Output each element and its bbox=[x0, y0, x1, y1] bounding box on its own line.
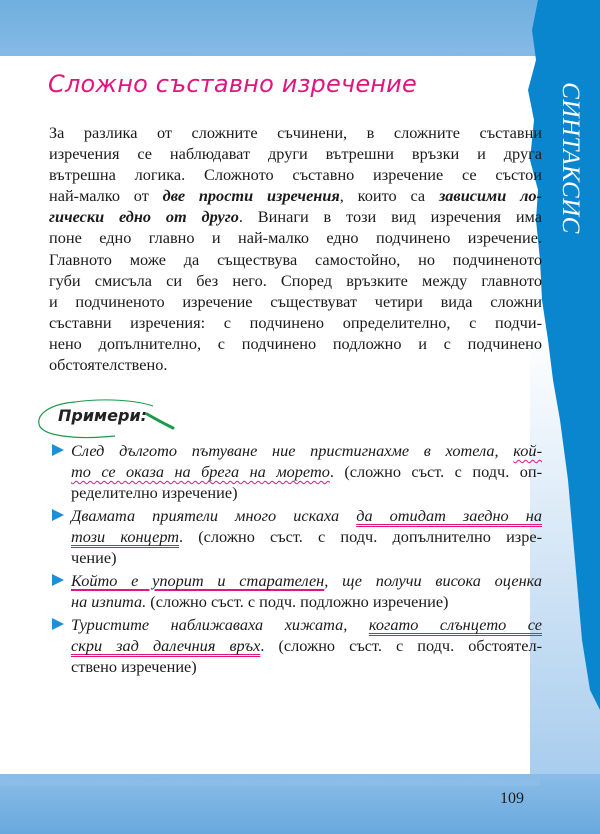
body-line: поне едно главно и най-малко едно подчинено изречение. bbox=[49, 228, 542, 248]
bullet-arrow-icon bbox=[52, 618, 64, 630]
emphasis-term: гически едно от друго bbox=[49, 207, 239, 227]
section-tab-label: СИНТАКСИС bbox=[557, 82, 584, 234]
body-line: нено допълнително, с подчинено подложно и с подчинено bbox=[49, 333, 542, 353]
torn-edge-bottom bbox=[0, 774, 540, 786]
body-line: най-малко от две прости изречения, които са зависими ло- bbox=[49, 186, 542, 206]
body-line: вътрешна логика. Сложното съставно изречение се състои bbox=[49, 165, 542, 185]
body-line: Главното може да съществува самостойно, но подчиненото bbox=[49, 249, 542, 269]
subordinate-clause: когато слънцето се bbox=[368, 615, 542, 634]
subordinate-clause: скри зад далечния връх bbox=[71, 636, 261, 655]
emphasis-term: две прости изречения bbox=[162, 186, 340, 206]
body-paragraph bbox=[49, 122, 542, 375]
subordinate-clause: да отидат заедно на bbox=[356, 506, 542, 525]
bullet-arrow-icon bbox=[52, 509, 64, 521]
examples-list bbox=[49, 440, 542, 679]
section-tab bbox=[548, 58, 592, 258]
bullet-arrow-icon bbox=[52, 574, 64, 586]
page-title: Сложно съставно изречение bbox=[48, 70, 417, 98]
torn-edge-top bbox=[0, 48, 540, 60]
body-line: и подчиненото изречение съществуват четири вида сложни bbox=[49, 291, 542, 311]
subordinate-clause: Който е упорит и старателен bbox=[71, 571, 325, 590]
example-item: Който е упорит и старателен, ще получи висока оценка на изпита. (сложно съст. с подч. подложно изречение) bbox=[49, 570, 542, 612]
subordinate-clause: то се оказа на брега на морето bbox=[71, 462, 330, 481]
body-line: съставни изречения: с подчинено определително, с подчи- bbox=[49, 312, 542, 332]
emphasis-term: зависими ло- bbox=[438, 186, 542, 206]
body-line: губи смисъла си без него. Според връзките между главното bbox=[49, 270, 542, 290]
subordinate-clause: този концерт bbox=[71, 527, 180, 546]
body-line: изречения се наблюдават други вътрешни връзки и друга bbox=[49, 144, 542, 164]
example-item: Туристите наближаваха хижата, когато слънцето се скри зад далечния връх. (сложно съст. с подч. обстоятел- ствено изречение) bbox=[49, 614, 542, 677]
body-line: обстоятелствено. bbox=[49, 355, 168, 375]
example-item: След дългото пътуване ние пристигнахме в хотела, кой- то се оказа на брега на морето. (сложно съст. с подч. оп- ределително изречение) bbox=[49, 440, 542, 503]
subordinate-clause: кой- bbox=[513, 441, 542, 460]
body-line: За разлика от сложните съчинени, в сложните съставни bbox=[49, 123, 542, 142]
bullet-arrow-icon bbox=[52, 444, 64, 456]
body-line: гически едно от друго. Винаги в този вид изречения има bbox=[49, 207, 542, 227]
page-number: 109 bbox=[500, 790, 524, 807]
examples-heading: Примери: bbox=[58, 406, 148, 425]
example-item: Двамата приятели много искаха да отидат заедно на този концерт. (сложно съст. с подч. допълнително изре- чение) bbox=[49, 505, 542, 568]
